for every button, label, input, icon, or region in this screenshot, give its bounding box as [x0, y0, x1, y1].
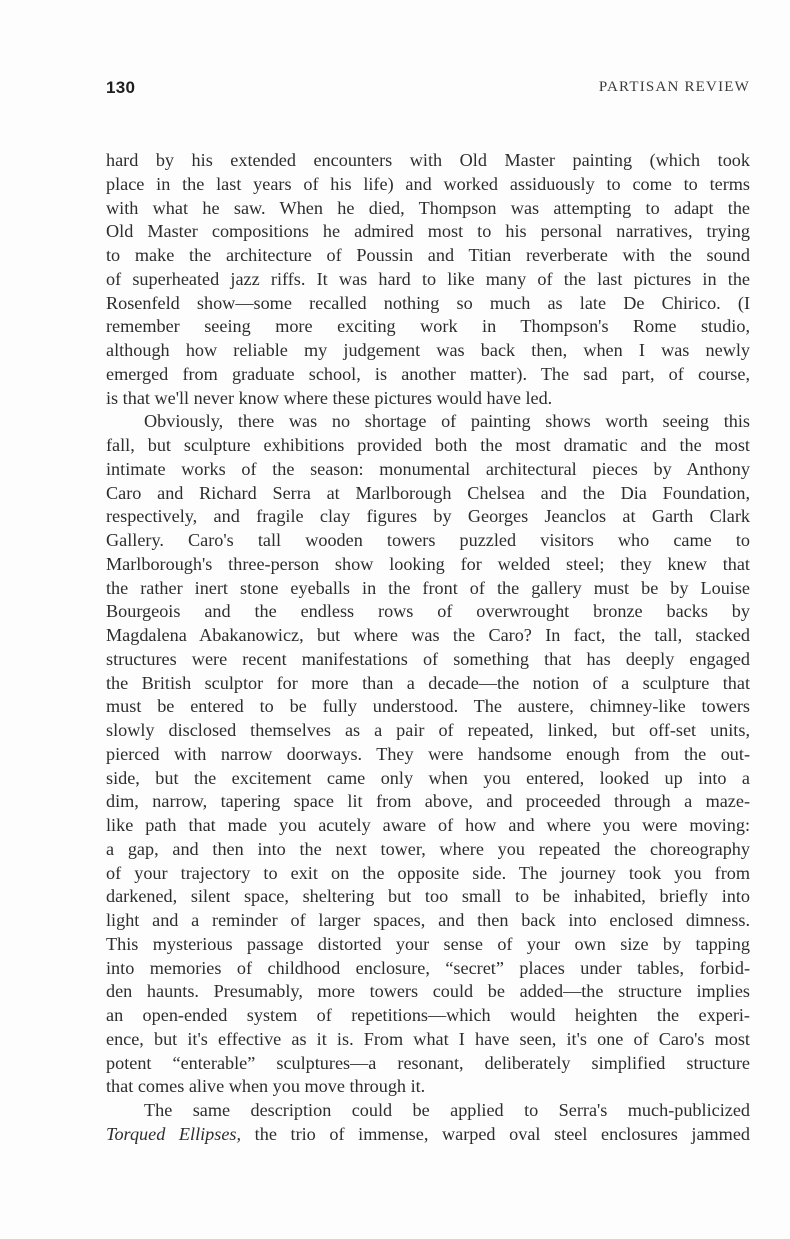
text-line: Rosenfeld show—some recalled nothing so much as late De Chirico. (I [106, 292, 750, 313]
text-line: place in the last years of his life) and worked assiduously to come to terms [106, 173, 750, 194]
text-line-rest: the trio of immense, warped oval steel enclosures jammed [241, 1123, 750, 1144]
text-line: an open-ended system of repetitions—which would heighten the experi- [106, 1005, 750, 1025]
text-line: although how reliable my judgement was back then, when I was newly [106, 340, 750, 360]
text-line-with-italic [106, 1123, 750, 1147]
text-line: Gallery. Caro's tall wooden towers puzzled visitors who came to [106, 530, 750, 550]
paragraph-end-line: that comes alive when you move through it. [106, 1076, 426, 1097]
text-line: This mysterious passage distorted your sense of your own size by tapping [106, 933, 750, 954]
text-line: fall, but sculpture exhibitions provided both the most dramatic and the most [106, 435, 750, 455]
text-line: to make the architecture of Poussin and Titian reverberate with the sound [106, 245, 750, 265]
text-line: of superheated jazz riffs. It was hard to like many of the last pictures in the [106, 268, 750, 289]
text-line: pierced with narrow doorways. They were handsome enough from the out- [106, 743, 750, 764]
page-number: 130 [106, 78, 136, 97]
text-line: must be entered to be fully understood. The austere, chimney-like towers [106, 696, 750, 717]
text-line: with what he saw. When he died, Thompson was attempting to adapt the [106, 197, 750, 218]
text-line: emerged from graduate school, is another matter). The sad part, of course, [106, 363, 750, 384]
text-line: Bourgeois and the endless rows of overwrought bronze backs by [106, 601, 750, 622]
text-line: structures were recent manifestations of something that has deeply engaged [106, 648, 750, 669]
paragraph-end-line: is that we'll never know where these pictures would have led. [106, 387, 553, 408]
text-line: light and a reminder of larger spaces, and then back into enclosed dimness. [106, 910, 750, 930]
text-line: a gap, and then into the next tower, where you repeated the choreography [106, 838, 750, 859]
text-line: den haunts. Presumably, more towers could be added—the structure implies [106, 981, 750, 1002]
body-text [106, 149, 750, 1147]
text-line: Old Master compositions he admired most to his personal narratives, trying [106, 221, 750, 242]
text-line: slowly disclosed themselves as a pair of repeated, linked, but off-set units, [106, 720, 750, 740]
journal-title: PARTISAN REVIEW [598, 79, 750, 95]
text-line: ence, but it's effective as it is. From what I have seen, it's one of Caro's most [106, 1028, 750, 1049]
text-line: side, but the excitement came only when you entered, looked up into a [106, 767, 750, 788]
text-line: Marlborough's three-person show looking for welded steel; they knew that [106, 553, 750, 574]
running-head [106, 78, 750, 102]
paragraph-start-line: The same description could be applied to Serra's much-publicized [144, 1100, 750, 1120]
text-line: darkened, silent space, sheltering but too small to be inhabited, briefly into [106, 886, 750, 907]
text-line: respectively, and fragile clay figures by Georges Jeanclos at Garth Clark [106, 506, 750, 527]
text-line: into memories of childhood enclosure, “secret” places under tables, forbid- [106, 957, 750, 978]
text-line: the British sculptor for more than a decade—the notion of a sculpture that [106, 672, 750, 693]
text-line: hard by his extended encounters with Old Master painting (which took [106, 150, 750, 170]
text-line: potent “enterable” sculptures—a resonant, deliberately simplified structure [106, 1052, 750, 1073]
text-line: dim, narrow, tapering space lit from above, and proceeded through a maze- [106, 791, 750, 812]
paragraph-start-line: Obviously, there was no shortage of painting shows worth seeing this [144, 411, 750, 432]
text-line: intimate works of the season: monumental architectural pieces by Anthony [106, 458, 750, 479]
text-line: the rather inert stone eyeballs in the front of the gallery must be by Louise [106, 577, 750, 598]
italic-title: Torqued Ellipses, [106, 1123, 242, 1144]
text-line: remember seeing more exciting work in Thompson's Rome studio, [106, 316, 750, 337]
text-line: Caro and Richard Serra at Marlborough Chelsea and the Dia Foundation, [106, 482, 750, 503]
text-line: of your trajectory to exit on the opposite side. The journey took you from [106, 862, 750, 883]
text-line: Magdalena Abakanowicz, but where was the Caro? In fact, the tall, stacked [106, 625, 750, 645]
text-line: like path that made you acutely aware of how and where you were moving: [106, 815, 750, 835]
